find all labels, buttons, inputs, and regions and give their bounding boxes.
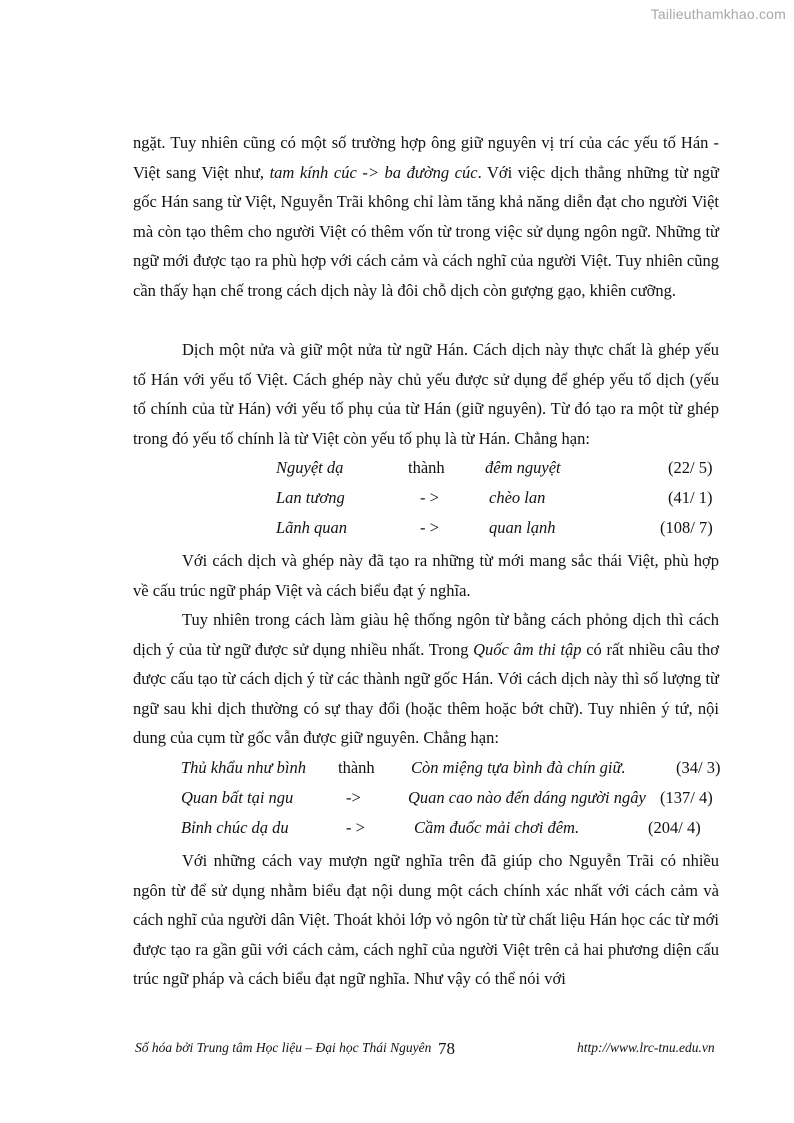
example-target: Quan cao nào đến dáng người ngây (408, 788, 646, 807)
paragraph-5 (133, 846, 719, 994)
example-arrow: thành (338, 758, 375, 777)
example-source: Thủ khẩu như bình (181, 758, 306, 777)
example-source: Lãnh quan (276, 518, 348, 537)
example-arrow: - > (420, 488, 439, 507)
paragraph-1-italic-example: tam kính cúc -> ba đường cúc (269, 162, 478, 182)
paragraph-1-part-2: . Với việc dịch thẳng những từ ngữ gốc Hán sang từ Việt, Nguyễn Trãi không chỉ làm tăng khả năng diễn đạt cho người Việt mà còn tạo thêm cho người Việt có thêm vốn từ trong việc sử dụng ngôn ngữ. Những từ ngữ mới được tạo ra phù hợp với cách cảm và cách nghĩ của người Việt. Tuy nhiên cũng cần thấy hạn chế trong cách dịch này là đôi chỗ dịch còn gượng gạo, khiên cưỡng. (133, 162, 719, 300)
paragraph-1-text (133, 128, 719, 306)
example-target: chèo lan (489, 488, 546, 507)
example-ref: (137/ 4) (660, 788, 713, 807)
paragraph-3 (133, 546, 719, 605)
example-ref: (22/ 5) (668, 458, 713, 477)
example-ref: (41/ 1) (668, 488, 713, 507)
book-title: Quốc âm thi tập (473, 639, 582, 659)
example-source: Quan bất tại ngu (181, 788, 294, 807)
example-target: Cầm đuốc mải chơi đêm. (414, 818, 580, 837)
paragraph-1-part-1: ngặt. Tuy nhiên cũng có một số trường hợp ông giữ nguyên vị trí của các yếu tố Hán - Việt sang Việt như, (133, 133, 719, 182)
example-source: Bỉnh chúc dạ du (181, 818, 289, 837)
example-target: đêm nguyệt (485, 458, 561, 477)
example-target: Còn miệng tựa bình đà chín giữ. (411, 758, 626, 777)
footer-source: Số hóa bởi Trung tâm Học liệu – Đại học Thái Nguyên (135, 1040, 432, 1055)
example-ref: (108/ 7) (660, 518, 713, 537)
page-number: 78 (438, 1039, 455, 1058)
example-ref: (34/ 3) (676, 758, 721, 777)
paragraph-4 (133, 605, 719, 753)
example-arrow: - > (420, 518, 439, 537)
watermark: Tailieuthamkhao.com (650, 6, 786, 22)
paragraph-4-part-2: có rất nhiều câu thơ được cấu tạo từ cách dịch ý từ các thành ngữ gốc Hán. Với cách dịch này thì số lượng từ ngữ sau khi dịch thường có sự thay đổi (hoặc thêm hoặc bớt chữ). Tuy nhiên ý tứ, nội dung của cụm từ gốc vẫn được giữ nguyên. Chẳng hạn: (133, 639, 719, 748)
example-arrow: thành (408, 458, 445, 477)
example-arrow: - > (346, 818, 365, 837)
paragraph-3-text: Với cách dịch và ghép này đã tạo ra những từ mới mang sắc thái Việt, phù hợp về cấu trúc ngữ pháp Việt và cách biểu đạt ý nghĩa. (133, 551, 719, 600)
paragraph-4-text (133, 605, 719, 753)
example-source: Lan tương (276, 488, 345, 507)
paragraph-1 (133, 128, 719, 306)
paragraph-5-text: Với những cách vay mượn ngữ nghĩa trên đã giúp cho Nguyễn Trãi có nhiều ngôn từ để sử dụng nhằm biểu đạt nội dung một cách chính xác nhất với cách cảm và cách nghĩ của người dân Việt. Thoát khỏi lớp vỏ ngôn từ từ chất liệu Hán học các từ mới được tạo ra gần gũi với cách cảm, cách nghĩ của người Việt trên cả hai phương diện cấu trúc ngữ pháp và cách biểu đạt ngữ nghĩa. Như vậy có thể nói với (133, 851, 719, 989)
example-arrow: -> (346, 788, 361, 807)
example-source: Nguyệt dạ (276, 458, 344, 477)
footer-url: http://www.lrc-tnu.edu.vn (577, 1040, 715, 1055)
example-ref: (204/ 4) (648, 818, 701, 837)
paragraph-4-part-1: Tuy nhiên trong cách làm giàu hệ thống ngôn từ bằng cách phỏng dịch thì cách dịch ý của từ ngữ được sử dụng nhiều nhất. Trong (133, 610, 719, 659)
paragraph-2 (133, 335, 719, 453)
paragraph-2-text: Dịch một nửa và giữ một nửa từ ngữ Hán. Cách dịch này thực chất là ghép yếu tố Hán với yếu tố Việt. Cách ghép này chủ yếu được sử dụng để ghép yếu tố dịch (yếu tố chính của từ Hán) với yếu tố phụ của từ Hán (giữ nguyên). Từ đó tạo ra một từ ghép trong đó yếu tố chính là từ Việt còn yếu tố phụ là từ Hán. Chẳng hạn: (133, 340, 719, 448)
example-target: quan lạnh (489, 518, 556, 537)
